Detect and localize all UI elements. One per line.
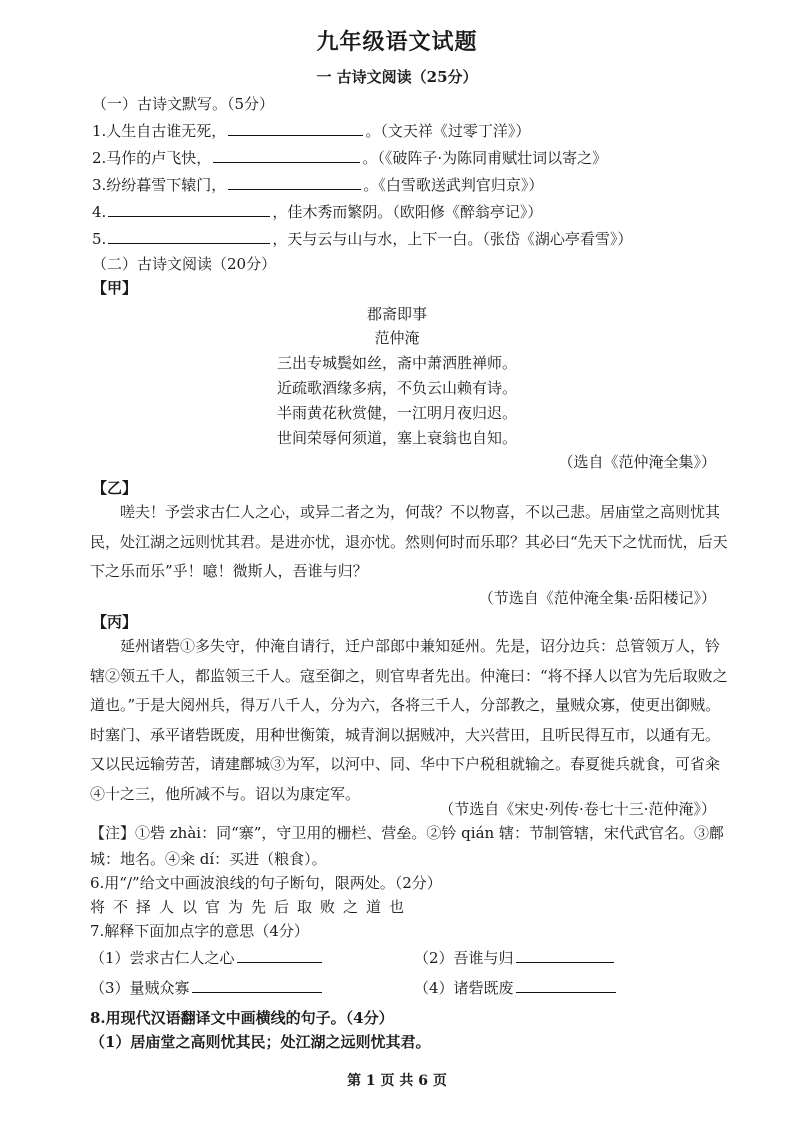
answer-blank[interactable] <box>108 201 270 217</box>
word-item: （1）尝求古仁人之心 <box>90 949 235 967</box>
poem-line-4: 世间荣辱何须道，塞上衰翁也自知。 <box>276 429 517 447</box>
question-7-item-4 <box>414 977 618 998</box>
answer-blank[interactable] <box>516 977 616 993</box>
jia-label: 【甲】 <box>92 279 138 297</box>
dictation-item-5 <box>92 228 632 249</box>
poem-line-1: 三出专城鬓如丝，斋中萧洒胜禅师。 <box>276 354 517 372</box>
answer-blank[interactable] <box>516 947 614 963</box>
question-7-item-1 <box>90 947 324 968</box>
question-6-sentence: 将不择人以官为先后取败之道也 <box>90 898 413 916</box>
dictation-item-2 <box>92 147 607 168</box>
word-item: （4）诸砦既废 <box>414 979 514 997</box>
answer-blank[interactable] <box>213 147 360 163</box>
answer-blank[interactable] <box>237 947 322 963</box>
question-8-item-1: （1）居庙堂之高则忧其民；处江湖之远则忧其君。 <box>90 1033 431 1051</box>
annotation-notes: 【注】①砦 zhài：同“寨”，守卫用的栅栏、营垒。②钤 qián 辖：节制管辖，宋代武官名。③鄜城：地名。④籴 dí：买进（粮食）。 <box>90 824 724 868</box>
dictation-suffix: ，天与云与山与水，上下一白。（张岱《湖心亭看雪》） <box>272 230 633 248</box>
page-footer: 第 1 页 共 6 页 <box>347 1073 447 1089</box>
yi-label: 【乙】 <box>92 479 138 497</box>
question-6-prompt: 6.用“/”给文中画波浪线的句子断句，限两处。（2分） <box>90 874 442 892</box>
part-b-heading: （二）古诗文阅读（20分） <box>92 255 277 273</box>
poem-line-3: 半雨黄花秋赏健，一江明月夜归迟。 <box>276 404 517 422</box>
answer-blank[interactable] <box>228 120 363 136</box>
poem-title: 郡斋即事 <box>366 305 427 323</box>
dictation-item-4 <box>92 201 542 222</box>
yi-source: （节选自《范仲淹全集·岳阳楼记》） <box>478 589 716 607</box>
answer-blank[interactable] <box>192 977 322 993</box>
question-7-item-2 <box>414 947 616 968</box>
question-7-item-3 <box>90 977 324 998</box>
word-item: （3）量贼众寡 <box>90 979 190 997</box>
poem-author: 范仲淹 <box>374 329 420 347</box>
dictation-prefix: 4. <box>92 203 107 221</box>
question-7-prompt: 7.解释下面加点字的意思（4分） <box>90 922 309 940</box>
bing-passage: 延州诸砦①多失守，仲淹自请行，迁户部郎中兼知延州。先是，诏分边兵：总管领万人，钤辖②领五千人，都监领三千人。寇至御之，则官卑者先出。仲淹曰：“将不择人以官为先后取败之道也。”于是大阅州兵，得万八千人，分为六，各将三千人，分部教之，量贼众寡，使更出御贼。时塞门、承平诸砦既废，用种世衡策，城青涧以据贼冲，大兴营田，且听民得互市，以通有无。又以民远输劳苦，请建鄜城③为军，以河中、同、华中下户税租就输之。春夏徙兵就食，可省籴④十之三，他所减不与。诏以为康定军。 <box>90 637 728 803</box>
poem-line-2: 近疏歌酒缘多病，不负云山赖有诗。 <box>276 379 517 397</box>
dictation-suffix: 。（文天祥《过零丁洋》） <box>365 122 531 140</box>
dictation-suffix: 。《白雪歌送武判官归京》） <box>363 176 544 194</box>
word-item: （2）吾谁与归 <box>414 949 514 967</box>
bing-source: （节选自《宋史·列传·卷七十三·范仲淹》） <box>439 800 716 818</box>
dictation-prefix: 3.纷纷暮雪下辕门， <box>92 176 227 194</box>
dictation-item-1 <box>92 120 530 141</box>
dictation-suffix: 。（《破阵子·为陈同甫赋壮词以寄之》 <box>362 149 608 167</box>
dictation-prefix: 1.人生自古谁无死， <box>92 122 227 140</box>
dictation-item-3 <box>92 174 543 195</box>
part-a-heading: （一）古诗文默写。（5分） <box>92 95 275 113</box>
dictation-prefix: 2.马作的卢飞快， <box>92 149 212 167</box>
dictation-suffix: ，佳木秀而繁阴。（欧阳修《醉翁亭记》） <box>272 203 543 221</box>
question-8-prompt: 8.用现代汉语翻译文中画横线的句子。（4分） <box>90 1009 394 1027</box>
answer-blank[interactable] <box>108 228 270 244</box>
section-one-title: 一 古诗文阅读（25分） <box>316 68 478 86</box>
answer-blank[interactable] <box>228 174 361 190</box>
dictation-prefix: 5. <box>92 230 107 248</box>
bing-label: 【丙】 <box>92 613 138 631</box>
jia-source: （选自《范仲淹全集》） <box>558 453 716 471</box>
yi-passage: 嗟夫！予尝求古仁人之心，或异二者之为，何哉？不以物喜，不以己悲。居庙堂之高则忧其民，处江湖之远则忧其君。是进亦忧，退亦忧。然则何时而乐耶？其必曰“先天下之忧而忧，后天下之乐而乐”乎！噫！微斯人，吾谁与归？ <box>90 503 728 580</box>
page-title: 九年级语文试题 <box>316 29 478 55</box>
